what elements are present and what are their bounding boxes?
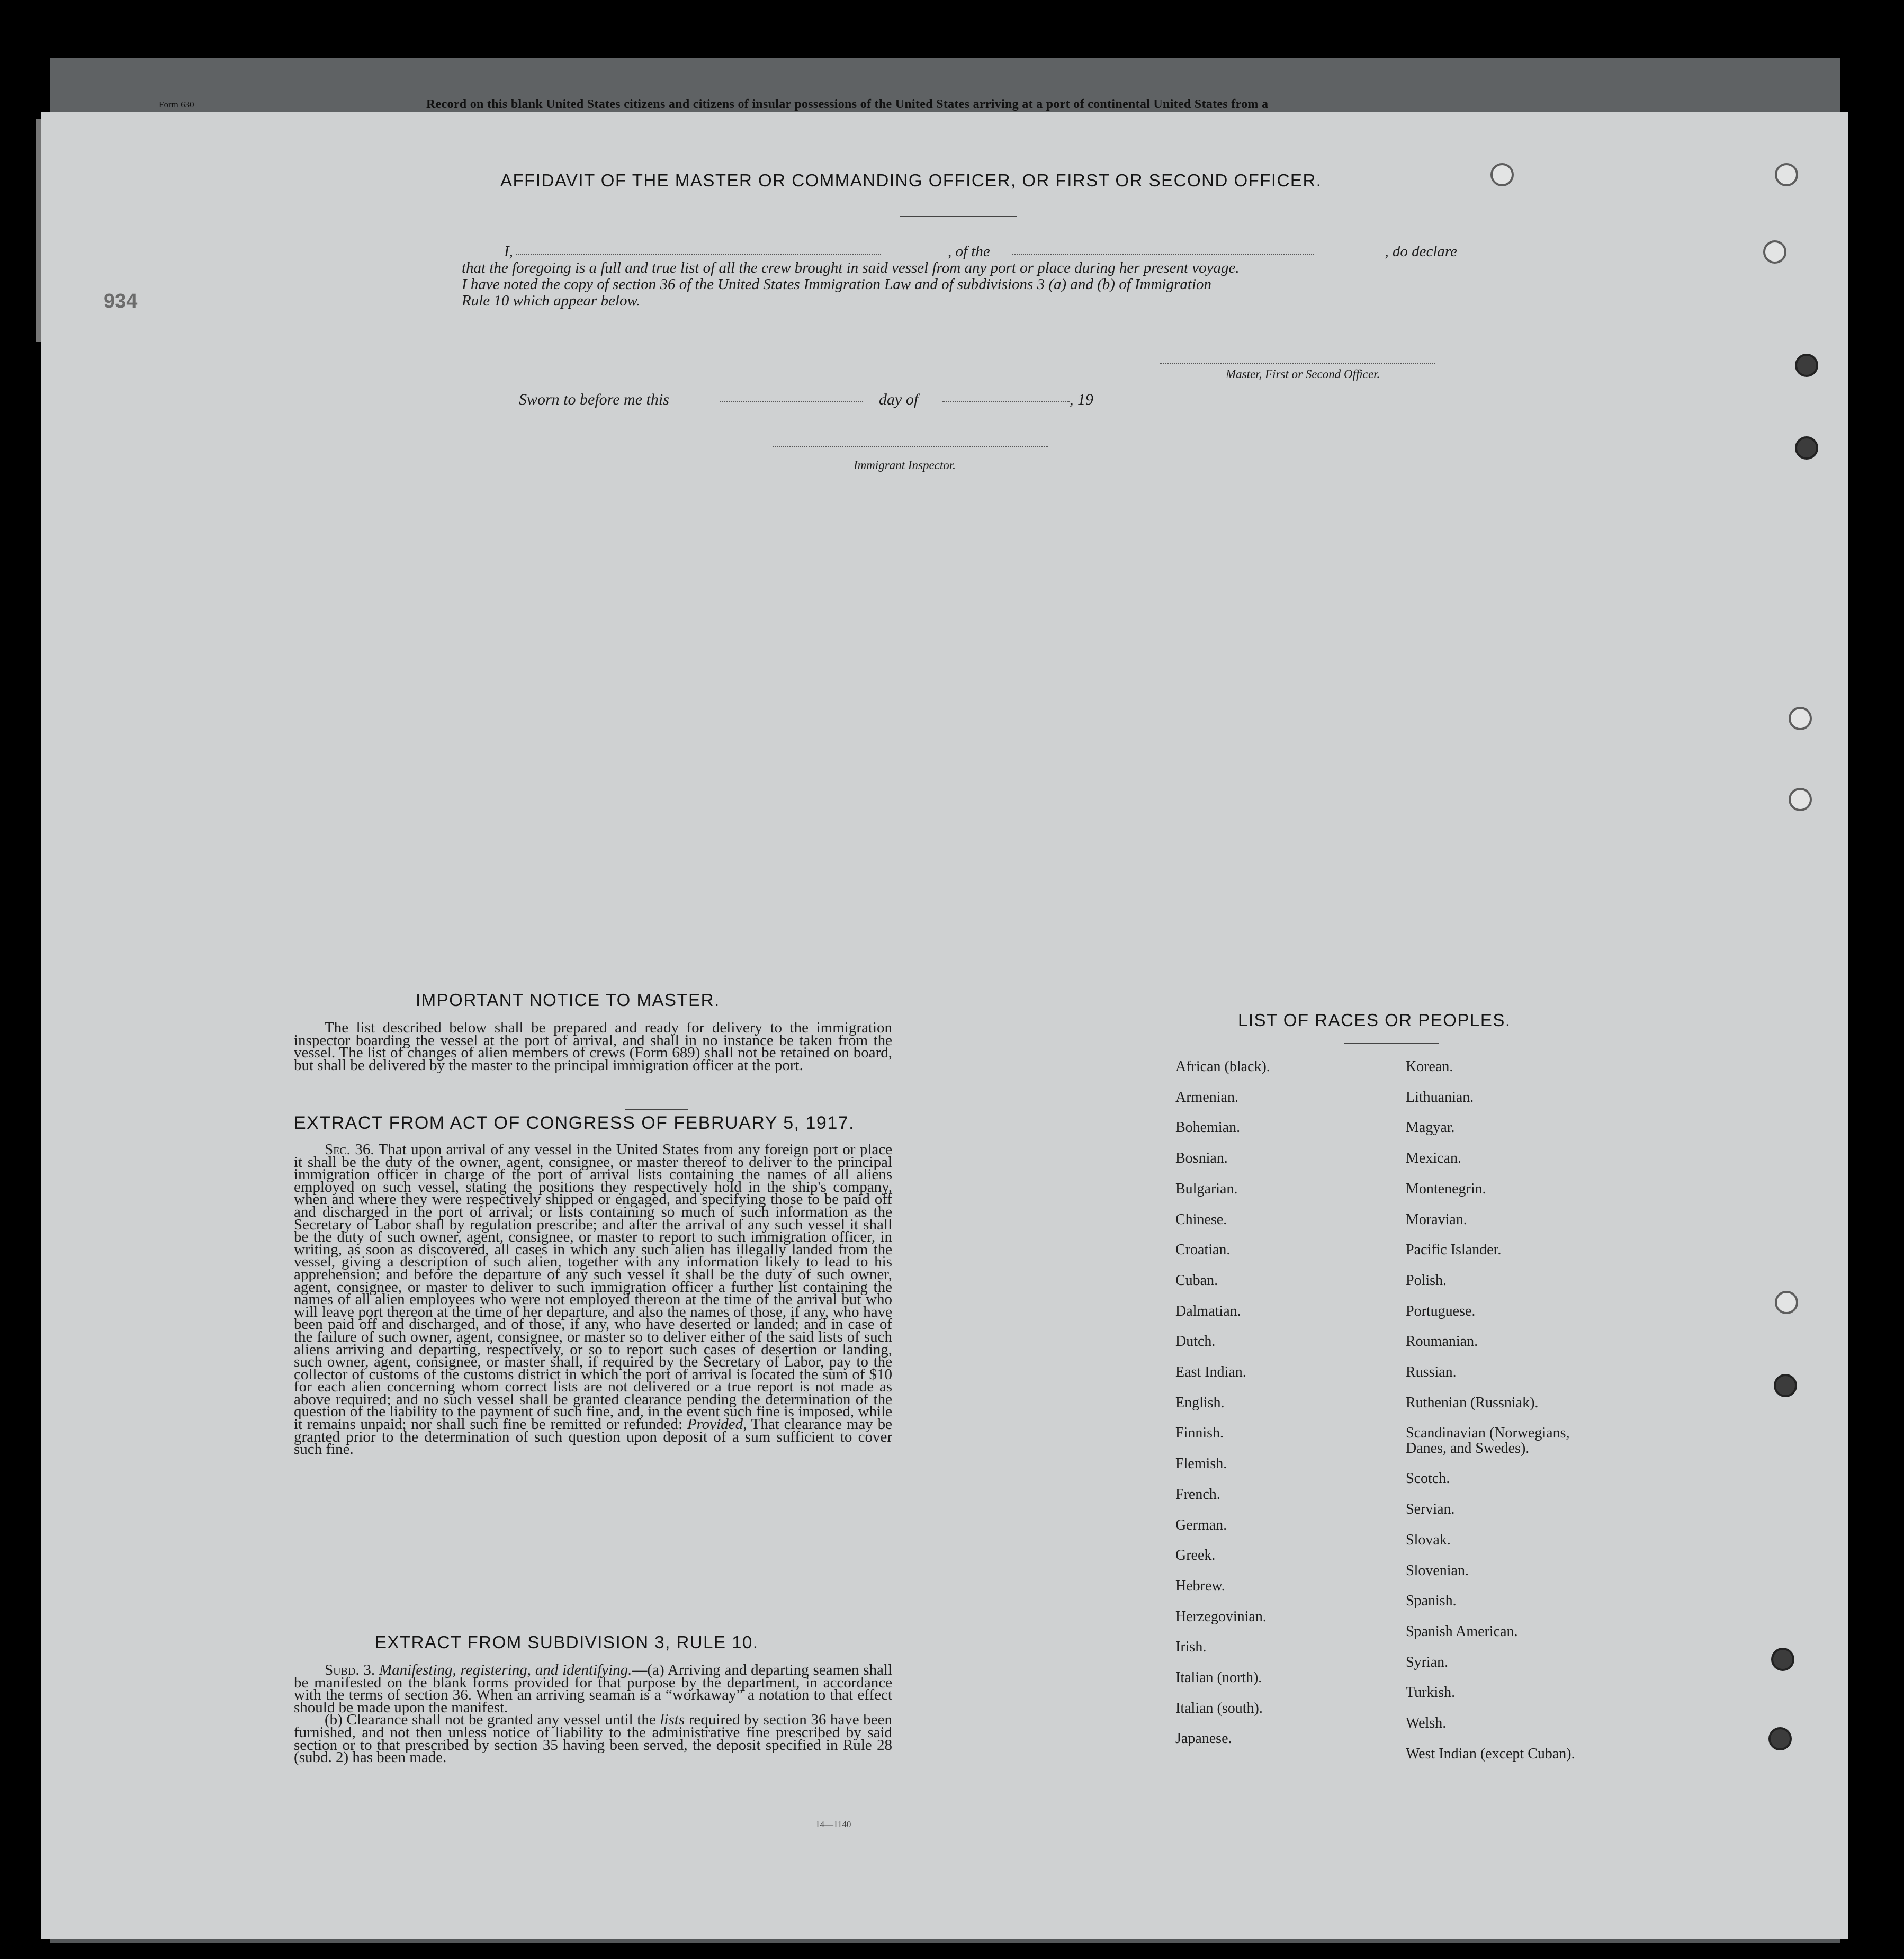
race-item: Italian (north). <box>1175 1669 1262 1686</box>
race-item: Turkish. <box>1406 1684 1456 1701</box>
race-item: Mexican. <box>1406 1150 1461 1167</box>
binder-ring-icon <box>1775 163 1798 186</box>
master-signature-line <box>1160 362 1435 364</box>
race-item: Irish. <box>1175 1639 1207 1656</box>
binder-ring-icon <box>1490 163 1514 186</box>
binder-ring-icon <box>1771 1648 1794 1671</box>
rule-extract-title: EXTRACT FROM SUBDIVISION 3, RULE 10. <box>375 1632 759 1652</box>
binder-ring-icon <box>1774 1374 1797 1397</box>
race-item: Armenian. <box>1175 1089 1238 1106</box>
name-blank <box>516 244 881 255</box>
binder-ring-icon <box>1795 436 1818 460</box>
race-item: Scandinavian (Norwegians, <box>1406 1425 1570 1442</box>
notice-body <box>294 1019 892 1074</box>
race-item: Spanish. <box>1406 1593 1457 1610</box>
race-item: Ruthenian (Russniak). <box>1406 1394 1539 1411</box>
affidavit-line-4: Rule 10 which appear below. <box>462 292 640 309</box>
binder-ring-icon <box>1775 1291 1798 1314</box>
race-item: Scotch. <box>1406 1470 1450 1487</box>
races-title: LIST OF RACES OR PEOPLES. <box>1238 1010 1511 1030</box>
section-rule <box>625 1109 688 1110</box>
act-extract-body <box>294 1141 892 1458</box>
binder-ring-icon <box>1768 1727 1792 1750</box>
sworn-prefix: Sworn to before me this <box>519 391 669 408</box>
lists-word: lists <box>660 1711 685 1729</box>
sworn-day-blank <box>720 391 863 402</box>
sworn-year: , 19 <box>1070 391 1093 408</box>
subd-heading: Manifesting, registering, and identifying. <box>379 1661 632 1678</box>
races-right-column <box>1406 1052 1575 1769</box>
race-item: East Indian. <box>1175 1364 1246 1381</box>
binder-ring-icon <box>1795 354 1818 377</box>
affidavit-line-3: I have noted the copy of section 36 of the United States Immigration Law and of subdivisions 3 (a) and (b) of Immigration <box>462 276 1212 293</box>
notice-paragraph: The list described below shall be prepared and ready for delivery to the immigration inspector boarding the vessel at the port of arrival, and shall in no instance be taken from the vessel. The list of changes of alien members of crews (Form 689) shall not be retained on board, but shall be delivered by the master to the principal immigration officer at the port. <box>294 1019 892 1074</box>
race-item: Bohemian. <box>1175 1119 1241 1136</box>
race-item: Danes, and Swedes). <box>1406 1440 1530 1457</box>
race-item: Spanish American. <box>1406 1623 1518 1640</box>
binder-ring-icon <box>1789 788 1812 811</box>
subd-b-text-end: required by section 36 have been furnished, and not then unless notice of liability to the administrative fine prescribed by said section or to that prescribed by section 35 having been served, the deposit specified in Rule 28 (subd. 2) has been made. <box>294 1711 893 1766</box>
affidavit-title: AFFIDAVIT OF THE MASTER OR COMMANDING OFFICER, OR FIRST OR SECOND OFFICER. <box>500 170 1322 190</box>
race-item: Cuban. <box>1175 1272 1218 1289</box>
vessel-blank <box>1012 244 1314 255</box>
inspector-signature-line <box>773 445 1048 447</box>
race-item: Slovak. <box>1406 1531 1451 1548</box>
race-item: Bosnian. <box>1175 1150 1228 1167</box>
race-item: German. <box>1175 1516 1227 1533</box>
race-item: Servian. <box>1406 1501 1455 1518</box>
affidavit-statement <box>462 244 1457 309</box>
race-item: Lithuanian. <box>1406 1089 1474 1106</box>
inspector-label: Immigrant Inspector. <box>854 459 956 472</box>
race-item: West Indian (except Cuban). <box>1406 1745 1575 1762</box>
race-item: Bulgarian. <box>1175 1180 1238 1197</box>
race-item: Portuguese. <box>1406 1302 1476 1319</box>
form-number: Form 630 <box>159 100 194 110</box>
footer-code: 14—1140 <box>815 1819 851 1829</box>
sworn-line <box>519 391 1112 409</box>
subd-a-text: —(a) Arriving and departing seamen shall be manifested on the blank forms provided for that purpose by the department, in accordance with the terms of section 36. When an arriving seaman is a “workaway” a notation to that effect should be made upon the manifest. <box>294 1661 893 1716</box>
sworn-day-of: day of <box>879 391 919 408</box>
subd-b-text: (b) Clearance shall not be granted any vessel until the <box>325 1711 656 1729</box>
subd-a-paragraph <box>294 1661 893 1716</box>
affidavit-of-the: , of the <box>948 243 990 260</box>
race-item: Dalmatian. <box>1175 1302 1241 1319</box>
race-item: Slovenian. <box>1406 1562 1469 1579</box>
sec-label: Sec. 36. <box>325 1141 374 1158</box>
provided-word: Provided, <box>687 1416 747 1433</box>
affidavit-line-2: that the foregoing is a full and true list of all the crew brought in said vessel from any port or place during her present voyage. <box>462 259 1240 276</box>
master-label: Master, First or Second Officer. <box>1226 367 1380 381</box>
rule-extract-body <box>294 1661 893 1766</box>
subd-label: Subd. 3. <box>325 1661 375 1678</box>
binder-ring-icon <box>1789 707 1812 730</box>
race-item: Croatian. <box>1175 1242 1231 1259</box>
race-item: Pacific Islander. <box>1406 1242 1502 1259</box>
race-item: Herzegovinian. <box>1175 1608 1267 1625</box>
race-item: Magyar. <box>1406 1119 1455 1136</box>
sec36-text-end: That clearance may be granted prior to the determination of such question upon deposit of a sum sufficient to cover such fine. <box>294 1416 892 1458</box>
subd-b-paragraph <box>294 1711 893 1766</box>
title-rule <box>900 216 1017 217</box>
race-item: French. <box>1175 1486 1220 1503</box>
race-item: Syrian. <box>1406 1654 1449 1670</box>
race-item: Dutch. <box>1175 1333 1216 1350</box>
sworn-month-blank <box>942 391 1070 402</box>
race-item: Greek. <box>1175 1547 1216 1564</box>
race-item: Finnish. <box>1175 1425 1224 1442</box>
race-item: Roumanian. <box>1406 1333 1478 1350</box>
race-item: Hebrew. <box>1175 1577 1225 1594</box>
races-left-column <box>1175 1052 1270 1754</box>
race-item: African (black). <box>1175 1058 1270 1075</box>
race-item: Italian (south). <box>1175 1700 1263 1717</box>
affidavit-declare: , do declare <box>1385 243 1457 260</box>
notice-title: IMPORTANT NOTICE TO MASTER. <box>416 990 720 1010</box>
race-item: Russian. <box>1406 1364 1457 1381</box>
binder-ring-icon <box>1763 240 1786 264</box>
sec36-paragraph <box>294 1141 892 1458</box>
race-item: Moravian. <box>1406 1211 1467 1228</box>
race-item: Flemish. <box>1175 1455 1227 1472</box>
race-item: Chinese. <box>1175 1211 1227 1228</box>
affidavit-i: I, <box>504 243 513 260</box>
race-item: Polish. <box>1406 1272 1447 1289</box>
record-header-text: Record on this blank United States citizens and citizens of insular possessions of the United States arriving at a port of continental United States from a <box>426 97 1269 111</box>
race-item: Montenegrin. <box>1406 1180 1486 1197</box>
races-title-rule <box>1344 1043 1439 1044</box>
act-extract-title: EXTRACT FROM ACT OF CONGRESS OF FEBRUARY 5, 1917. <box>294 1113 855 1133</box>
race-item: Korean. <box>1406 1058 1453 1075</box>
top-strip <box>50 58 1840 116</box>
affidavit-line-1 <box>462 244 1457 260</box>
race-item: English. <box>1175 1394 1225 1411</box>
race-item: Welsh. <box>1406 1715 1447 1732</box>
sheet-number: 934 <box>104 290 138 312</box>
sec36-text: That upon arrival of any vessel in the United States from any foreign port or place it shall be the duty of the owner, agent, consignee, or master thereof to deliver to the principal immigration officer in charge of the port of arrival lists containing the names of all aliens employed on such vessel, stating the positions they respectively hold in the ship's company, when and where they were respectively shipped or engaged, and specifying those to be paid off and discharged in the port of arrival; or lists containing so much of such information as the Secretary of Labor shall by regulation prescribe; and after the arrival of any such vessel it shall be the duty of such owner, agent, consignee, or master to report to such immigration officer, in writing, as soon as discovered, all cases in which any such alien has illegally landed from the vessel, giving a description of such alien, together with any information likely to lead to his apprehension; and before the departure of any such vessel it shall be the duty of such owner, agent, consignee, or master to deliver to such immigration officer a further list containing the names of all alien employees who were not employed thereon at the time of the arrival but who will leave port thereon at the time of her departure, and also the names of those, if any, who have been paid off and discharged, and of those, if any, who have deserted or landed; and in case of the failure of such owner, agent, consignee, or master so to deliver either of the said lists of such aliens arriving and departing, respectively, or so to report such cases of desertion or landing, such owner, agent, consignee, or master shall, if required by the Secretary of Labor, pay to the collector of customs of the customs district in which the port of arrival is located the sum of $10 for each alien concerning whom correct lists are not delivered or a true report is not made as above required; and no such vessel shall be granted clearance pending the determination of the question of the liability to the payment of such fine, and, in the event such fine is imposed, while it remains unpaid; nor shall such fine be remitted or refunded: <box>294 1141 892 1433</box>
race-item: Japanese. <box>1175 1730 1232 1747</box>
